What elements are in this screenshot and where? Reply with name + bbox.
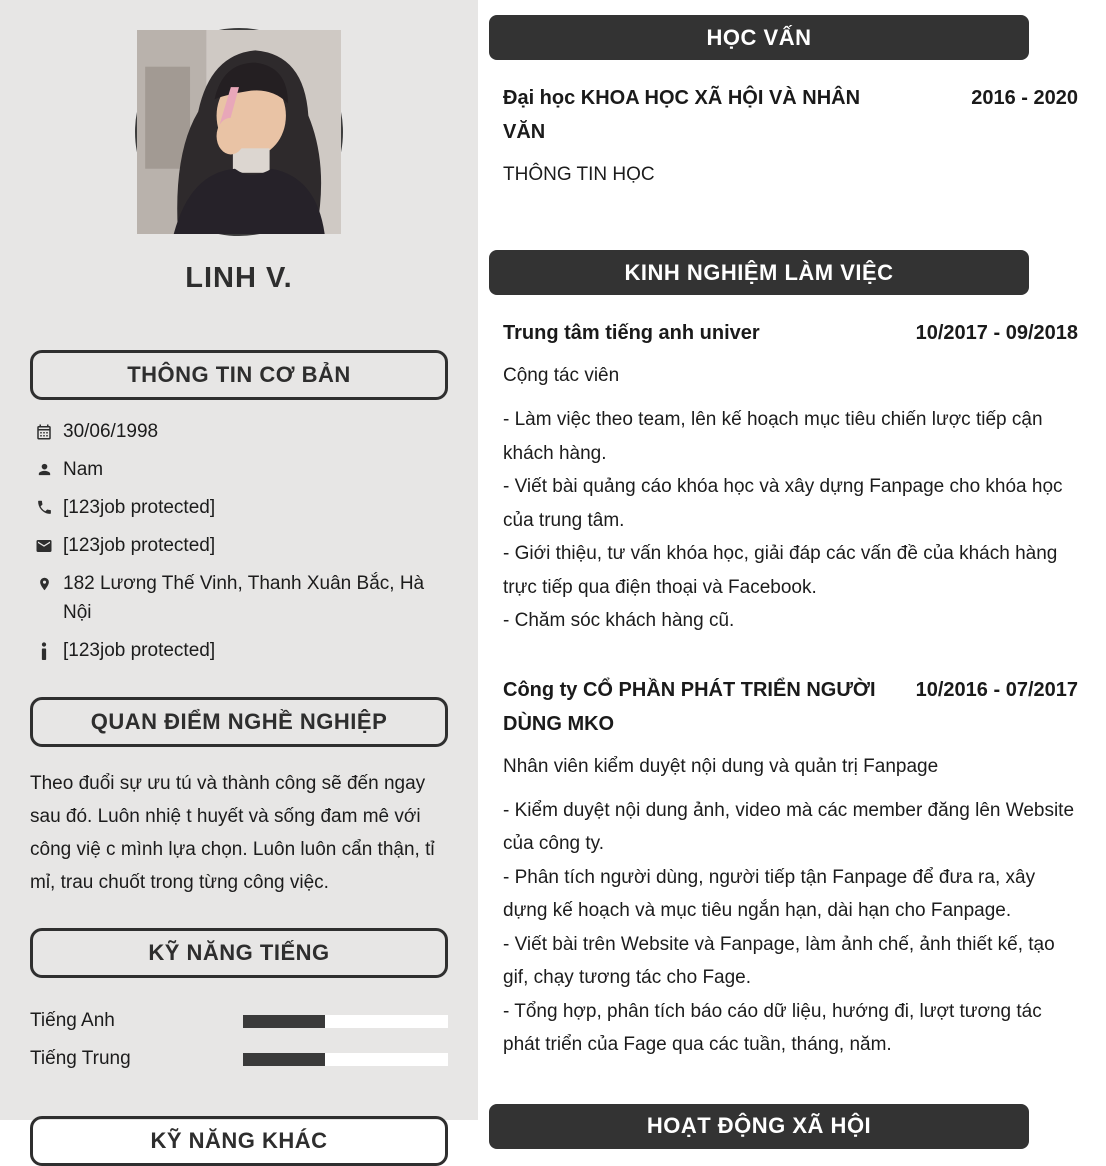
location-icon (35, 569, 53, 598)
job-bullet: - Chăm sóc khách hàng cũ. (503, 610, 735, 631)
skill-row-chinese (30, 1040, 448, 1078)
skill-bar-fill (243, 1053, 325, 1066)
job-bullet: - Viết bài quảng cáo khóa học và xây dựng Fanpage cho khóa học của trung tâm. (503, 476, 1063, 531)
profile-photo-placeholder (137, 30, 341, 234)
education-entry-head (503, 81, 1078, 149)
education-period: 2016 - 2020 (971, 87, 1078, 109)
section-career-objective-header (30, 697, 448, 747)
gender-row (30, 455, 448, 484)
section-experience-title: KINH NGHIỆM LÀM VIỆC (624, 259, 894, 285)
skill-label: Tiếng Trung (30, 1048, 131, 1069)
basic-info-list (30, 417, 448, 665)
skill-row-english (30, 1002, 448, 1040)
section-activities-header (489, 1104, 1029, 1149)
experience-entry-head (503, 673, 1078, 741)
section-basic-info-header (30, 350, 448, 400)
birthdate-row (30, 417, 448, 446)
address-row (30, 569, 448, 627)
job-bullet: - Viết bài trên Website và Fanpage, làm ảnh chế, ảnh thiết kế, tạo gif, chạy tương tác cho Fage. (503, 933, 1055, 988)
education-major: THÔNG TIN HỌC (503, 164, 655, 185)
job-bullets (503, 403, 1078, 638)
section-other-skills-header (30, 1116, 448, 1166)
job-role: Nhân viên kiểm duyệt nội dung và quản trị Fanpage (503, 755, 939, 777)
skill-bar-chinese (243, 1053, 448, 1066)
job-bullet: - Kiểm duyệt nội dung ảnh, video mà các member đăng lên Website của công ty. (503, 799, 1075, 854)
skill-label: Tiếng Anh (30, 1010, 115, 1031)
gender-value: Nam (63, 459, 104, 480)
section-basic-info-title: THÔNG TIN CƠ BẢN (127, 362, 351, 387)
job-company: Trung tâm tiếng anh univer (503, 322, 760, 344)
sidebar (0, 0, 478, 1153)
job-bullet: - Làm việc theo team, lên kế hoạch mục tiêu chiến lược tiếp cận khách hàng. (503, 409, 1043, 464)
experience-entry-2 (503, 673, 1078, 1062)
skill-bar-fill (243, 1015, 325, 1028)
birthdate-value: 30/06/1998 (63, 421, 159, 442)
job-bullet: - Giới thiệu, tư vấn khóa học, giải đáp các vấn đề của khách hàng trực tiếp qua điện thoại và Facebook. (503, 543, 1058, 598)
education-school: Đại học KHOA HỌC XÃ HỘI VÀ NHÂN VĂN (503, 87, 861, 143)
section-language-skills-header (30, 928, 448, 978)
job-bullet: - Phân tích người dùng, người tiếp tận Fanpage để đưa ra, xây dựng kế hoạch và mục tiêu ngắn hạn, dài hạn cho Fanpage. (503, 866, 1036, 921)
person-name: LINH V. (185, 262, 293, 294)
section-other-skills-title: KỸ NĂNG KHÁC (150, 1128, 328, 1153)
job-bullet: - Tổng hợp, phân tích báo cáo dữ liệu, hướng đi, lượt tương tác phát triển của Fage qua các tuần, tháng, năm. (503, 1000, 1042, 1055)
section-language-skills-title: KỸ NĂNG TIẾNG (148, 940, 330, 965)
job-period: 10/2016 - 07/2017 (915, 678, 1078, 701)
phone-value: [123job protected] (63, 497, 216, 518)
career-objective-text: Theo đuổi sự ưu tú và thành công sẽ đến ngay sau đó. Luôn nhiệ t huyết và sống đam mê với công việ c mình lựa chọn. Luôn luôn cẩn thận, tỉ mỉ, trau chuốt trong từng công việc. (30, 773, 435, 893)
info-icon (35, 636, 53, 665)
extra-info-row (30, 636, 448, 665)
section-education-title: HỌC VẤN (706, 24, 812, 50)
person-icon (35, 455, 53, 484)
email-icon (35, 531, 53, 560)
main-content (478, 0, 1106, 1138)
experience-entry-head (503, 316, 1078, 350)
profile-photo (135, 28, 343, 236)
extra-info-value: [123job protected] (63, 640, 216, 661)
skill-bar-english (243, 1015, 448, 1028)
experience-entry-1 (503, 316, 1078, 638)
job-period: 10/2017 - 09/2018 (915, 322, 1078, 344)
address-value: 182 Lương Thế Vinh, Thanh Xuân Bắc, Hà Nội (63, 573, 425, 623)
section-career-objective-title: QUAN ĐIỂM NGHỀ NGHIỆP (90, 709, 388, 734)
email-value: [123job protected] (63, 535, 216, 556)
section-experience-header (489, 250, 1029, 295)
job-role: Cộng tác viên (503, 365, 620, 386)
job-company: Công ty CỔ PHẦN PHÁT TRIỂN NGƯỜI DÙNG MKO (503, 678, 876, 735)
section-education-header (489, 15, 1029, 60)
phone-row (30, 493, 448, 522)
calendar-icon (35, 417, 53, 446)
job-bullets (503, 794, 1078, 1062)
section-activities-title: HOẠT ĐỘNG XÃ HỘI (646, 1113, 872, 1138)
phone-icon (35, 493, 53, 522)
language-skills-list (30, 1002, 448, 1078)
education-entry (503, 81, 1078, 190)
email-row (30, 531, 448, 560)
